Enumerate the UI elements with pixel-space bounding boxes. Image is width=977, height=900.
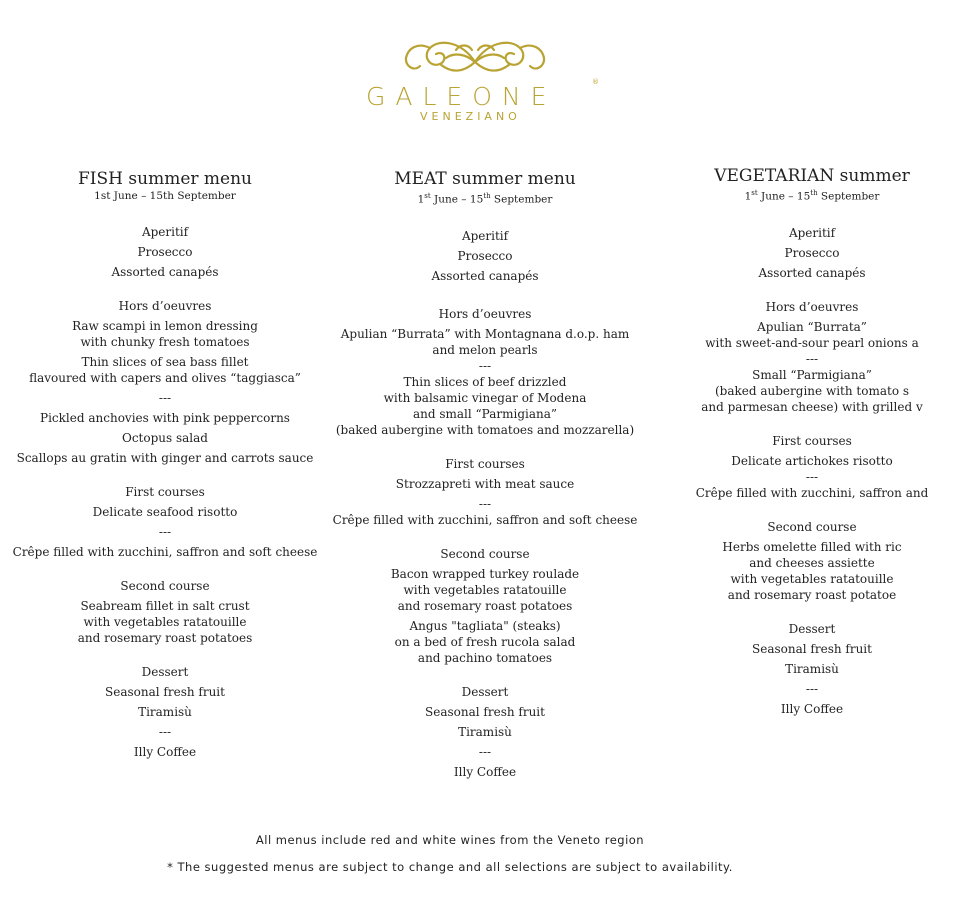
menu-item: Raw scampi in lemon dressing [72, 319, 258, 333]
first-courses-heading: First courses [125, 485, 205, 499]
menu-item: Assorted canapés [111, 265, 219, 279]
menu-item: Apulian “Burrata” with Montagnana d.o.p. ham [340, 326, 630, 341]
brand-name: GALEONE [366, 82, 557, 111]
menu-item: and pachino tomatoes [417, 650, 553, 665]
menu-item: Assorted canapés [758, 265, 866, 280]
fish-menu-dates: 1st June – 15th September [94, 190, 236, 202]
menu-item: Assorted canapés [431, 268, 539, 283]
menu-item: Angus "tagliata" (steaks) [409, 618, 561, 633]
separator: --- [158, 725, 172, 739]
menu-item: Crêpe filled with zucchini, saffron and [695, 485, 929, 500]
hors-doeuvres-heading: Hors d’oeuvres [765, 299, 859, 314]
separator: --- [478, 496, 492, 511]
menu-item: and rosemary roast potatoe [727, 587, 897, 602]
separator: --- [478, 358, 492, 373]
menu-item: Seabream fillet in salt crust [80, 599, 250, 613]
second-course-heading: Second course [767, 519, 857, 534]
fish-menu-column [0, 169, 330, 760]
menu-item: with vegetables ratatouille [83, 615, 247, 629]
second-course-heading: Second course [440, 546, 530, 561]
menu-item: Seasonal fresh fruit [752, 641, 872, 656]
menu-item: and small “Parmigiana” [412, 406, 558, 421]
menu-item: Illy Coffee [453, 764, 517, 779]
availability-disclaimer: * The suggested menus are subject to change and all selections are subject to availability. [167, 860, 733, 874]
menu-item: Pickled anchovies with pink peppercorns [40, 411, 290, 425]
first-courses-heading: First courses [445, 456, 525, 471]
separator: --- [158, 391, 172, 405]
brand-subtitle: VENEZIANO [420, 110, 521, 123]
second-course-heading: Second course [120, 579, 210, 593]
dessert-heading: Dessert [461, 684, 509, 699]
menu-item: Tiramisù [785, 661, 839, 676]
menu-item: Small “Parmigiana” [752, 367, 872, 382]
menu-item: (baked aubergine with tomato s [714, 383, 910, 398]
ornamental-scroll-icon [400, 34, 550, 84]
menu-item: Illy Coffee [780, 701, 844, 716]
registered-mark: ® [592, 78, 599, 86]
menu-item: with balsamic vinegar of Modena [383, 390, 587, 405]
menu-item: Prosecco [457, 248, 513, 263]
vegetarian-menu-title: VEGETARIAN summer [714, 166, 910, 186]
menu-item: Apulian “Burrata” [757, 319, 867, 334]
aperitif-heading: Aperitif [788, 225, 836, 240]
meat-menu-dates: 1st June – 15th September [417, 192, 553, 206]
dessert-heading: Dessert [141, 665, 189, 679]
menu-item: with sweet-and-sour pearl onions a [705, 335, 919, 350]
menu-item: Prosecco [784, 245, 840, 260]
menu-item: Tiramisù [138, 705, 192, 719]
first-courses-heading: First courses [772, 433, 852, 448]
menu-item: Delicate artichokes risotto [731, 453, 893, 468]
menu-item: Herbs omelette filled with ric [722, 539, 902, 554]
separator: --- [805, 351, 819, 366]
menu-item: with chunky fresh tomatoes [80, 335, 250, 349]
vegetarian-menu-dates: 1st June – 15th September [744, 189, 880, 203]
fish-menu-title: FISH summer menu [78, 169, 252, 189]
menu-item: on a bed of fresh rucola salad [394, 634, 576, 649]
menu-item: and melon pearls [432, 342, 538, 357]
menu-item: Crêpe filled with zucchini, saffron and soft cheese [12, 545, 318, 559]
menu-item: with vegetables ratatouille [730, 571, 894, 586]
menu-item: (baked aubergine with tomatoes and mozzarella) [335, 422, 635, 437]
menu-item: Scallops au gratin with ginger and carrots sauce [16, 451, 314, 465]
menu-item: and rosemary roast potatoes [77, 631, 253, 645]
separator: --- [158, 525, 172, 539]
menu-item: Bacon wrapped turkey roulade [390, 566, 580, 581]
menu-item: Octopus salad [122, 431, 208, 445]
menu-item: flavoured with capers and olives “taggiasca” [29, 371, 301, 385]
menu-item: and rosemary roast potatoes [397, 598, 573, 613]
menu-item: with vegetables ratatouille [403, 582, 567, 597]
menu-item: Tiramisù [458, 724, 512, 739]
menu-item: Delicate seafood risotto [92, 505, 238, 519]
hors-doeuvres-heading: Hors d’oeuvres [438, 306, 532, 321]
menu-item: Seasonal fresh fruit [425, 704, 545, 719]
meat-menu-title: MEAT summer menu [394, 169, 576, 189]
separator: --- [805, 681, 819, 696]
separator: --- [805, 469, 819, 484]
aperitif-heading: Aperitif [141, 225, 189, 239]
vegetarian-column-clip [660, 0, 929, 900]
hors-doeuvres-heading: Hors d’oeuvres [118, 299, 212, 313]
separator: --- [478, 744, 492, 759]
menu-item: and parmesan cheese) with grilled v [701, 399, 923, 414]
menu-item: and cheeses assiette [749, 555, 875, 570]
menu-item: Prosecco [137, 245, 193, 259]
dessert-heading: Dessert [788, 621, 836, 636]
menu-item: Thin slices of sea bass fillet [81, 355, 249, 369]
menu-item: Strozzapreti with meat sauce [395, 476, 575, 491]
vegetarian-menu-column [647, 166, 977, 717]
menu-item: Thin slices of beef drizzled [403, 374, 567, 389]
menu-item: Crêpe filled with zucchini, saffron and soft cheese [332, 512, 638, 527]
aperitif-heading: Aperitif [461, 228, 509, 243]
meat-menu-column [320, 169, 650, 780]
wines-note: All menus include red and white wines from the Veneto region [255, 833, 645, 847]
brand-logo [340, 30, 610, 130]
menu-item: Seasonal fresh fruit [105, 685, 225, 699]
menu-item: Illy Coffee [133, 745, 197, 759]
